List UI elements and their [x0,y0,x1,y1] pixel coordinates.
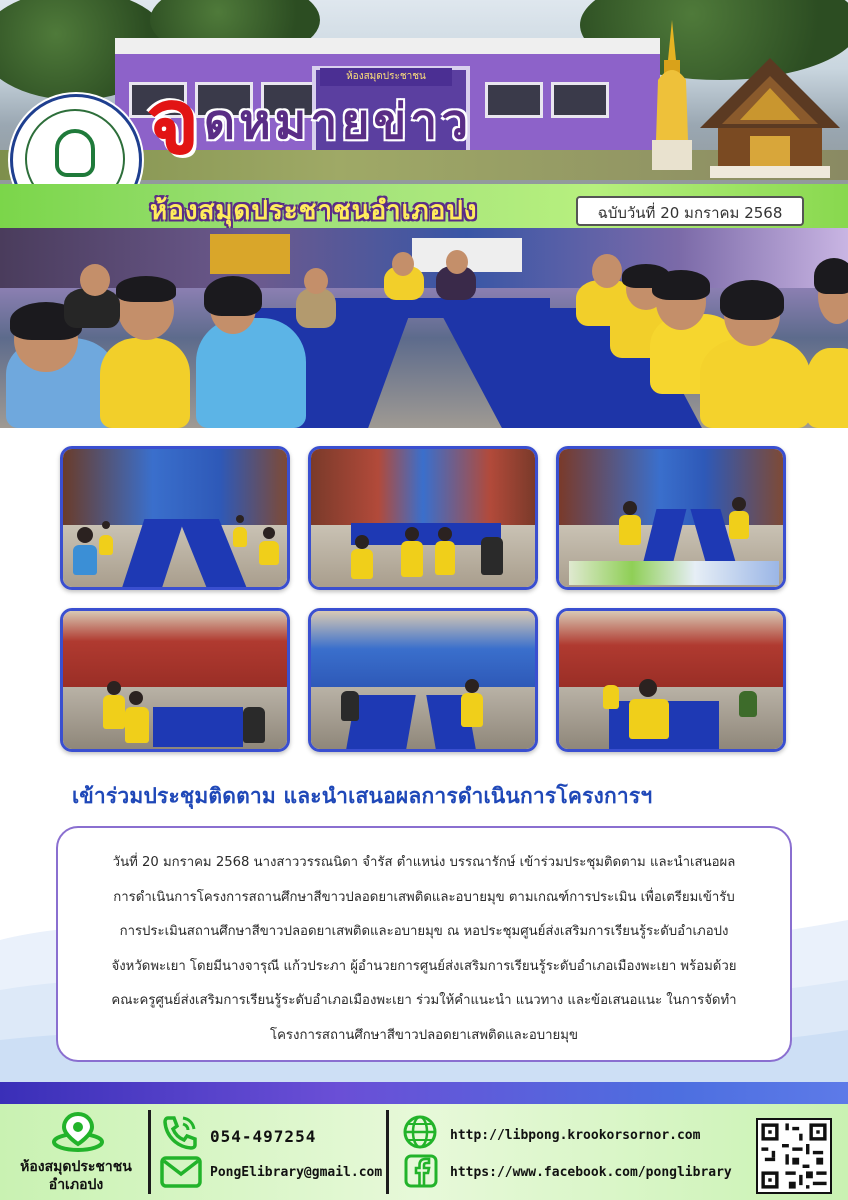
title-rest: ดหมายข่าว [203,94,473,150]
footer-library-name [6,1158,146,1194]
gallery-photo-6 [556,608,786,752]
footer-divider [386,1110,389,1194]
footer-divider [148,1110,151,1194]
location-pin-icon [52,1112,104,1152]
title-first-letter: จ [146,68,204,175]
email-link[interactable]: PongElibrary@gmail.com [210,1165,383,1180]
article-line: การดำเนินการโครงการสถานศึกษาสีขาวปลอดยาเสพติดและอบายมุข ตามเกณฑ์การประเมิน เพื่อเตรียมเข้ารับ [113,889,735,905]
library-subtitle: ห้องสมุดประชาชนอำเภอปง [150,196,478,226]
temple-illustration [700,58,840,178]
article-body [66,846,782,1054]
building-sign: ห้องสมุดประชาชน [320,68,452,86]
emblem-icon [55,129,95,177]
article-line: คณะครูศูนย์ส่งเสริมการเรียนรู้ระดับอำเภอเมืองพะเยา ร่วมให้คำแนะนำ แนวทาง และข้อเสนอแนะ ในการจัดทำ [111,993,737,1009]
footer-library-name-line1: ห้องสมุดประชาชน [20,1159,132,1175]
website-link[interactable]: http://libpong.krookorsornor.com [450,1128,701,1143]
issue-date-badge: ฉบับวันที่ 20 มกราคม 2568 [576,196,804,226]
qr-code[interactable] [756,1118,832,1194]
gallery-photo-4 [60,608,290,752]
meeting-main-photo [0,228,848,428]
gallery-photo-1 [60,446,290,590]
footer-library-name-line2: อำเภอปง [48,1177,104,1193]
article-title: เข้าร่วมประชุมติดตาม และนำเสนอผลการดำเนินการโครงการฯ [72,784,653,808]
facebook-link[interactable]: https://www.facebook.com/ponglibrary [450,1165,732,1180]
article-line: วันที่ 20 มกราคม 2568 นางสาววรรณนิดา จำรัส ตำแหน่ง บรรณารักษ์ เข้าร่วมประชุมติดตาม และนำเสนอผล [112,855,736,870]
article-line: การประเมินสถานศึกษาสีขาวปลอดยาเสพติดและอบายมุข ณ หอประชุมศูนย์ส่งเสริมการเรียนรู้ระดับอำเภอปง [119,924,729,940]
phone-number-link[interactable]: 054-497254 [210,1127,317,1146]
article-line: จังหวัดพะเยา โดยมีนางจารุณี แก้วประภา ผู้อำนวยการศูนย์ส่งเสริมการเรียนรู้ระดับอำเภอเมืองพะเยา พร้อมด้วย [111,958,737,974]
golden-stupa-illustration [652,20,692,170]
article-line: โครงการสถานศึกษาสีขาวปลอดยาเสพติดและอบายมุข [270,1027,578,1043]
globe-icon [402,1114,438,1150]
phone-icon [160,1114,200,1150]
envelope-icon [160,1156,202,1188]
gallery-photo-5 [308,608,538,752]
newsletter-title [146,68,473,175]
footer-stripe [0,1082,848,1104]
gallery-photo-2 [308,446,538,590]
gallery-photo-3 [556,446,786,590]
facebook-icon [404,1154,438,1188]
newsletter-header [0,0,848,228]
